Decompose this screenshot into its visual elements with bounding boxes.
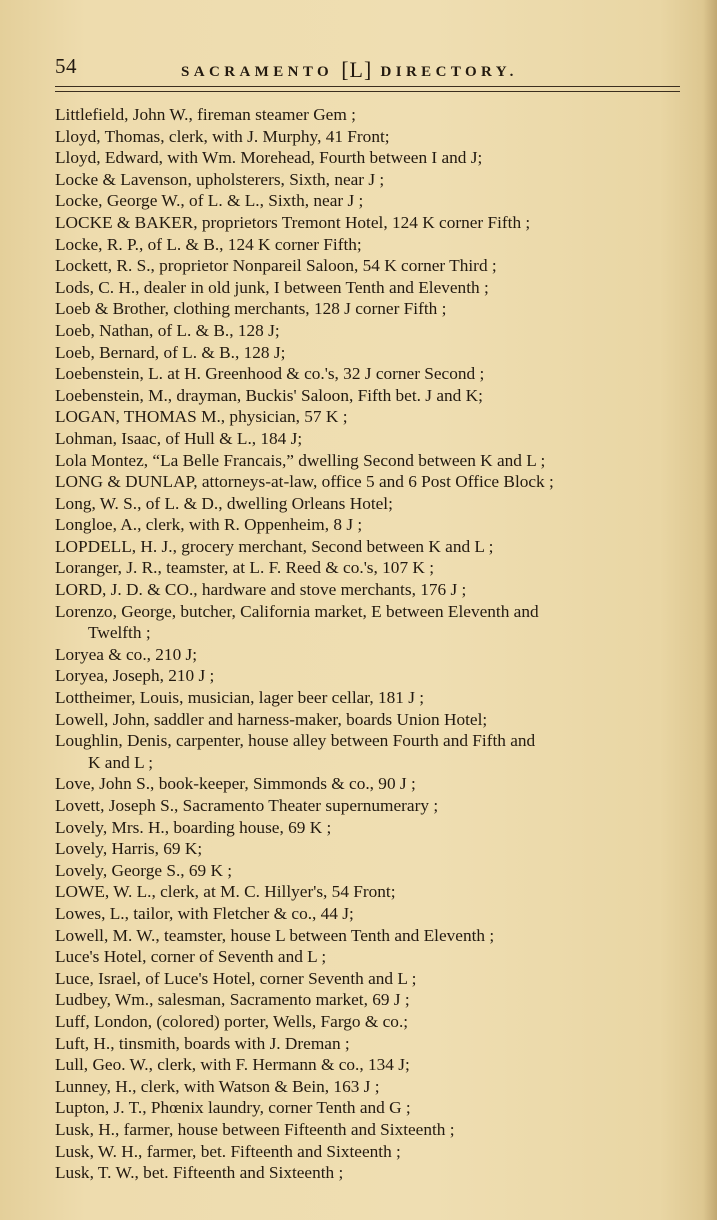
directory-entry: Loeb, Bernard, of L. & B., 128 J;: [55, 342, 286, 362]
directory-entry: LOWE, W. L., clerk, at M. C. Hillyer's, 54 Front;: [55, 882, 396, 902]
directory-entry: Lowell, M. W., teamster, house L between Tenth and Eleventh ;: [55, 925, 495, 945]
directory-entry: LOPDELL, H. J., grocery merchant, Second between K and L ;: [55, 536, 494, 556]
directory-entry: LORD, J. D. & CO., hardware and stove merchants, 176 J ;: [55, 580, 467, 600]
directory-entry: Lovett, Joseph S., Sacramento Theater supernumerary ;: [55, 796, 439, 815]
directory-entry: Lusk, H., farmer, house between Fifteenth and Sixteenth ;: [55, 1119, 455, 1139]
directory-entry: LOCKE & BAKER, proprietors Tremont Hotel, 124 K corner Fifth ;: [55, 212, 531, 232]
directory-entry: Lowell, John, saddler and harness-maker, boards Union Hotel;: [55, 709, 488, 729]
directory-entry: Loryea & co., 210 J;: [55, 644, 198, 664]
header-rule-bottom: [55, 91, 680, 92]
directory-entry: Loughlin, Denis, carpenter, house alley between Fourth and Fifth and: [55, 731, 536, 751]
directory-entry-continuation: K and L ;: [88, 752, 154, 772]
directory-entry: Lovely, George S., 69 K ;: [55, 860, 233, 880]
directory-entry: Locke & Lavenson, upholsterers, Sixth, near J ;: [55, 169, 385, 189]
directory-entry: Lottheimer, Louis, musician, lager beer cellar, 181 J ;: [55, 688, 425, 708]
directory-entry: LOGAN, THOMAS M., physician, 57 K ;: [55, 407, 348, 427]
directory-entry: Luff, London, (colored) porter, Wells, Fargo & co.;: [55, 1011, 409, 1031]
directory-entry: Locke, George W., of L. & L., Sixth, near J ;: [55, 191, 364, 211]
directory-entry: Lovely, Mrs. H., boarding house, 69 K ;: [55, 817, 332, 837]
directory-entry: LONG & DUNLAP, attorneys-at-law, office 5 and 6 Post Office Block ;: [55, 472, 554, 492]
directory-entry: Lohman, Isaac, of Hull & L., 184 J;: [55, 428, 303, 448]
directory-entry: Lupton, J. T., Phœnix laundry, corner Tenth and G ;: [55, 1098, 411, 1118]
directory-entry: Luce, Israel, of Luce's Hotel, corner Seventh and L ;: [55, 968, 417, 988]
running-title-letter: [L]: [341, 57, 373, 82]
directory-entry: Ludbey, Wm., salesman, Sacramento market, 69 J ;: [55, 990, 410, 1010]
directory-entry: Lola Montez, “La Belle Francais,” dwelling Second between K and L ;: [55, 450, 546, 470]
directory-entry-continuation: Twelfth ;: [88, 623, 151, 643]
page-edge-shadow: [703, 0, 717, 1220]
directory-entry: Lloyd, Thomas, clerk, with J. Murphy, 41 Front;: [55, 126, 390, 146]
directory-entry: Love, John S., book-keeper, Simmonds & co., 90 J ;: [55, 774, 416, 794]
directory-entry: Loebenstein, L. at H. Greenhood & co.'s, 32 J corner Second ;: [55, 364, 485, 384]
directory-entry: Lull, Geo. W., clerk, with F. Hermann & co., 134 J;: [55, 1055, 410, 1075]
directory-entry: Luce's Hotel, corner of Seventh and L ;: [55, 947, 327, 967]
directory-entry: Lods, C. H., dealer in old junk, I between Tenth and Eleventh ;: [55, 277, 489, 297]
directory-entry: Littlefield, John W., fireman steamer Gem ;: [55, 105, 356, 124]
running-title: [181, 56, 518, 82]
directory-entry: Lowes, L., tailor, with Fletcher & co., 44 J;: [55, 903, 354, 923]
directory-entry: Lusk, W. H., farmer, bet. Fifteenth and Sixteenth ;: [55, 1141, 401, 1161]
running-title-right: DIRECTORY.: [372, 64, 518, 80]
page-header: [55, 54, 685, 84]
directory-entries: [55, 104, 685, 1184]
directory-entry: Long, W. S., of L. & D., dwelling Orleans Hotel;: [55, 493, 393, 513]
directory-entry: Lorenzo, George, butcher, California market, E between Eleventh and: [55, 601, 539, 621]
directory-entry: Locke, R. P., of L. & B., 124 K corner Fifth;: [55, 234, 362, 254]
directory-entry: Loeb & Brother, clothing merchants, 128 J corner Fifth ;: [55, 299, 447, 319]
directory-entry: Lunney, H., clerk, with Watson & Bein, 163 J ;: [55, 1076, 380, 1096]
running-title-left: SACRAMENTO: [181, 64, 342, 80]
header-rule-top: [55, 86, 680, 87]
directory-entry: Lloyd, Edward, with Wm. Morehead, Fourth between I and J;: [55, 148, 483, 168]
directory-entry: Lovely, Harris, 69 K;: [55, 839, 203, 859]
page-number: 54: [55, 54, 77, 78]
directory-entry: Loebenstein, M., drayman, Buckis' Saloon, Fifth bet. J and K;: [55, 385, 483, 405]
directory-entry: Loranger, J. R., teamster, at L. F. Reed & co.'s, 107 K ;: [55, 558, 435, 578]
directory-entry: Loeb, Nathan, of L. & B., 128 J;: [55, 320, 280, 340]
directory-entry: Longloe, A., clerk, with R. Oppenheim, 8 J ;: [55, 515, 363, 535]
directory-entry: Loryea, Joseph, 210 J ;: [55, 666, 215, 686]
directory-entry: Luft, H., tinsmith, boards with J. Dreman ;: [55, 1033, 350, 1053]
directory-entry: Lusk, T. W., bet. Fifteenth and Sixteenth ;: [55, 1163, 344, 1183]
directory-entry: Lockett, R. S., proprietor Nonpareil Saloon, 54 K corner Third ;: [55, 256, 497, 276]
